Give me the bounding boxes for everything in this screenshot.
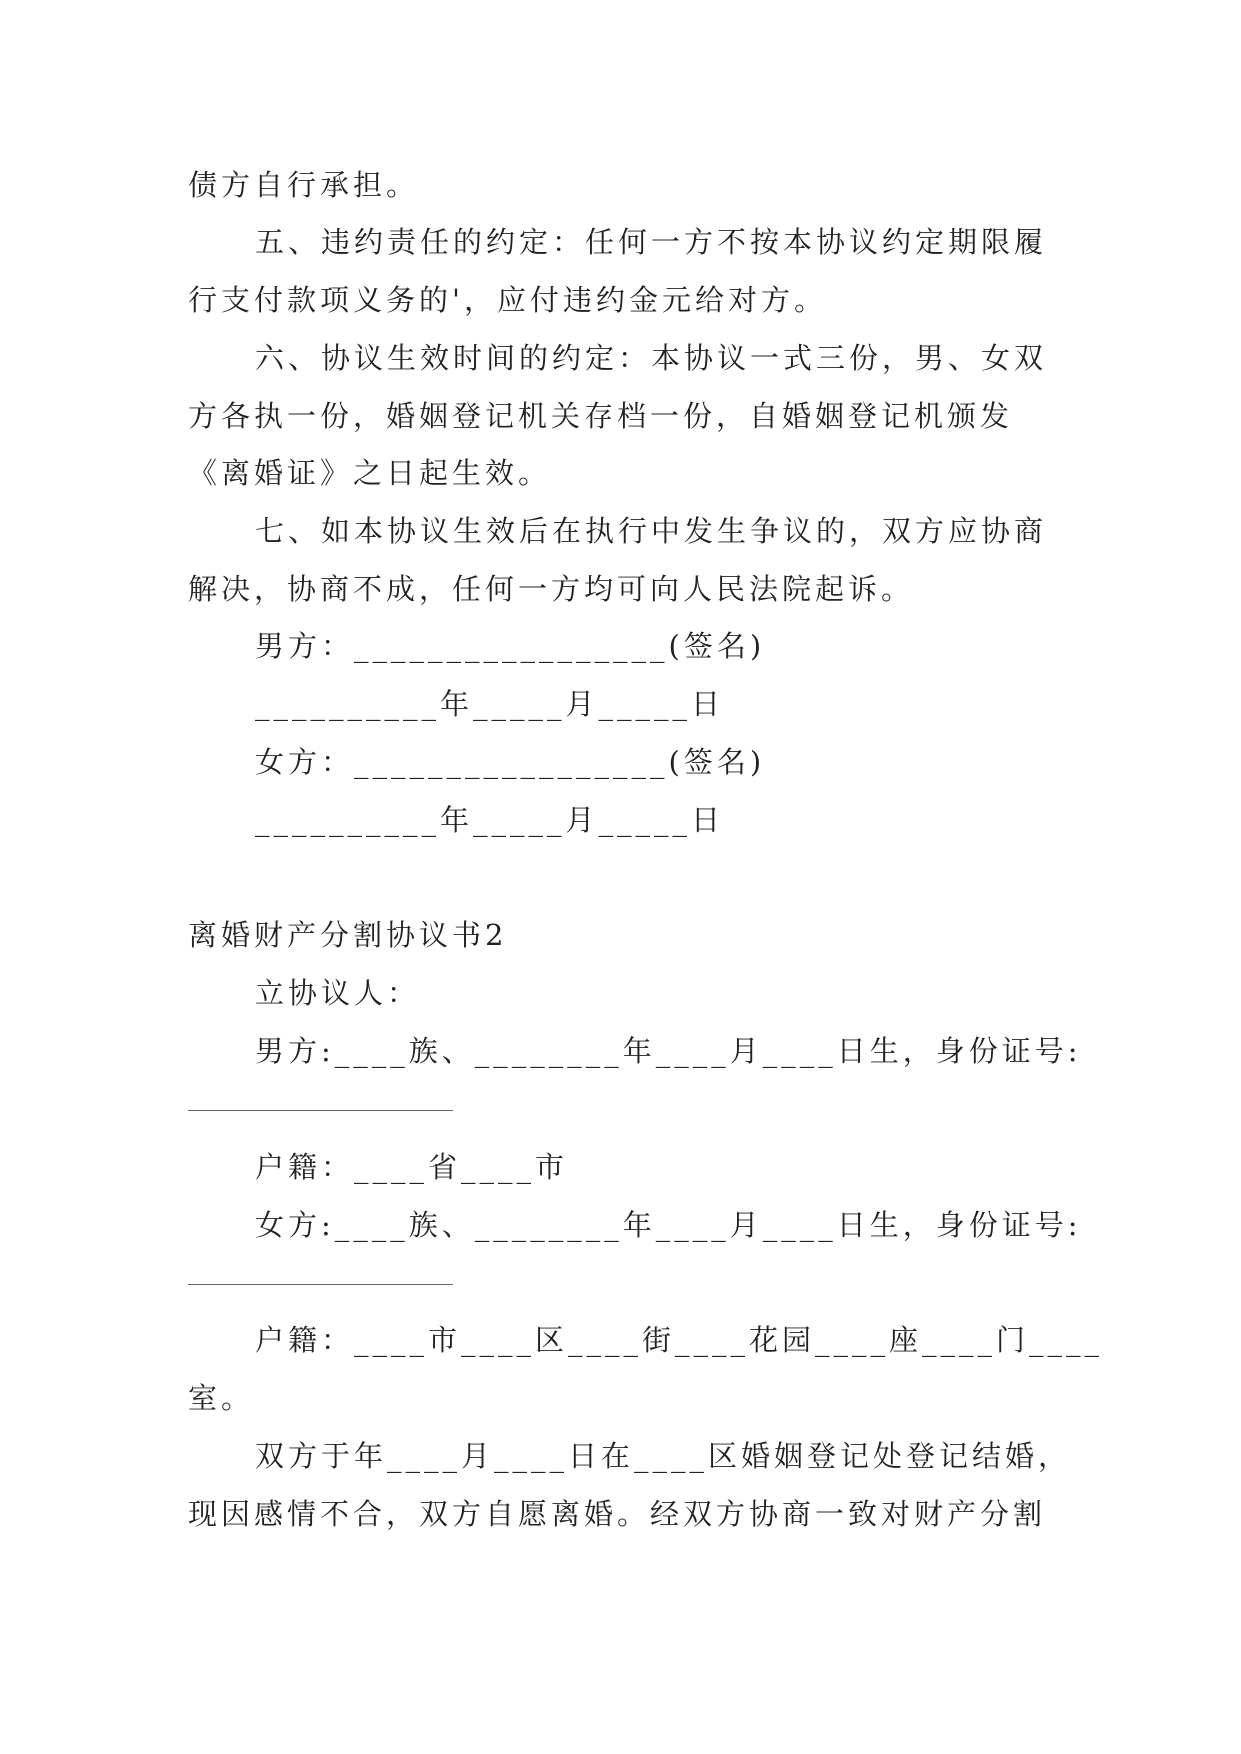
id-number-blank: [188, 1110, 453, 1111]
paragraph-line: 室。: [188, 1381, 255, 1415]
signature-line-male: 男方：_________________(签名): [255, 629, 766, 663]
section-title: 离婚财产分割协议书2: [188, 918, 508, 952]
paragraph-line: 行支付款项义务的'，应付违约金元给对方。: [188, 283, 827, 317]
paragraph-line: 《离婚证》之日起生效。: [188, 456, 552, 490]
paragraph-line: 六、协议生效时间的约定：本协议一式三份，男、女双: [255, 341, 1048, 375]
id-number-blank: [188, 1284, 453, 1285]
household-line: 户籍：____省____市: [255, 1150, 569, 1184]
paragraph-line: 方各执一份，婚姻登记机关存档一份，自婚姻登记机颁发: [188, 399, 1014, 433]
paragraph-line: 双方于年____月____日在____区婚姻登记处登记结婚，: [255, 1439, 1072, 1473]
date-line: __________年_____月_____日: [255, 687, 725, 721]
date-line: __________年_____月_____日: [255, 803, 725, 837]
signature-line-female: 女方：_________________(签名): [255, 745, 766, 779]
female-info-line: 女方:____族、________年____月____日生，身份证号:: [255, 1208, 1082, 1242]
paragraph-line: 现因感情不合，双方自愿离婚。经双方协商一致对财产分割: [188, 1497, 1047, 1531]
male-info-line: 男方:____族、________年____月____日生，身份证号:: [255, 1034, 1082, 1068]
paragraph-line: 解决，协商不成，任何一方均可向人民法院起诉。: [188, 572, 915, 606]
paragraph-line: 五、违约责任的约定：任何一方不按本协议约定期限履: [255, 225, 1048, 259]
paragraph-line: 债方自行承担。: [188, 168, 420, 202]
paragraph-line: 七、如本协议生效后在执行中发生争议的，双方应协商: [255, 514, 1048, 548]
paragraph-line: 立协议人：: [255, 976, 421, 1010]
household-line: 户籍：____市____区____街____花园____座____门____: [255, 1323, 1104, 1357]
